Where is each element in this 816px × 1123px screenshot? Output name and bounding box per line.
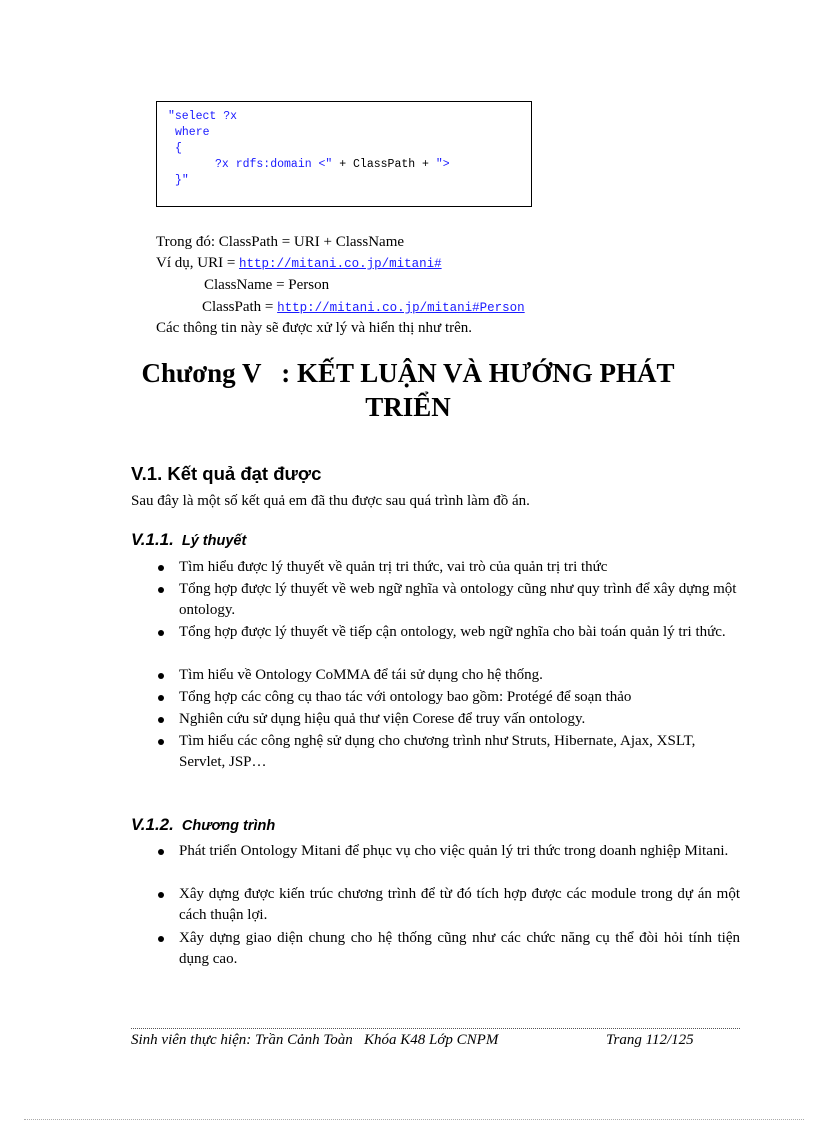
code-line-3: { — [175, 142, 182, 155]
subsection-2-heading — [131, 815, 275, 835]
footer-rule — [131, 1028, 740, 1029]
chapter-title-line-1: Chương V : KẾT LUẬN VÀ HƯỚNG PHÁT — [141, 358, 675, 388]
list-item: Tổng hợp các công cụ thao tác với ontology bao gồm: Protégé để soạn thảo — [179, 689, 632, 705]
section-intro: Sau đây là một số kết quả em đã thu được sau quá trình làm đồ án. — [131, 493, 530, 509]
bullet-icon — [158, 565, 164, 571]
section-title: V.1. Kết quả đạt được — [131, 463, 322, 484]
bullet-icon — [158, 936, 164, 942]
subsection-1-heading — [131, 530, 246, 550]
list-item: Tìm hiểu được lý thuyết về quản trị tri thức, vai trò của quản trị tri thức — [179, 559, 608, 575]
code-line-4 — [215, 158, 450, 172]
code-line-4-post: "> — [435, 158, 450, 171]
intro-line-1: Trong đó: ClassPath = URI + ClassName — [156, 234, 405, 250]
code-box — [156, 101, 532, 207]
code-line-5: }" — [175, 174, 189, 187]
intro-classpath-label: ClassPath = — [202, 299, 278, 315]
subsection-2-number: V.1.2. — [131, 815, 174, 834]
classpath-link[interactable]: http://mitani.co.jp/mitani#Person — [277, 301, 525, 315]
bullet-icon — [158, 673, 164, 679]
intro-line-3: ClassName = Person — [204, 277, 330, 293]
intro-line-5: Các thông tin này sẽ được xử lý và hiển thị như trên. — [156, 320, 473, 336]
list-item: Nghiên cứu sử dụng hiệu quả thư viện Corese để truy vấn ontology. — [179, 711, 586, 727]
uri-link[interactable]: http://mitani.co.jp/mitani# — [239, 257, 442, 271]
list-item: Tổng hợp được lý thuyết về web ngữ nghĩa và ontology cũng như quy trình để xây dựng một ontology. — [179, 581, 737, 618]
code-line-2: where — [175, 126, 210, 139]
code-line-4-pre: ?x rdfs:domain <" — [215, 158, 333, 171]
subsection-1-number: V.1.1. — [131, 530, 174, 549]
intro-uri-label: Ví dụ, URI = — [156, 255, 240, 271]
list-item: Phát triển Ontology Mitani để phục vụ cho việc quản lý tri thức trong doanh nghiệp Mitani. — [179, 843, 729, 859]
bullet-icon — [158, 849, 164, 855]
footer-page-number: Trang 112/125 — [606, 1032, 694, 1048]
code-line-4-mid: + ClassPath + — [332, 158, 436, 171]
list-item: Xây dựng giao diện chung cho hệ thống cũng như các chức năng cụ thể đòi hỏi tính tiện dụng cao. — [179, 930, 740, 967]
list-item: Xây dựng được kiến trúc chương trình để từ đó tích hợp được các module trong dự án một cách thuận lợi. — [179, 886, 740, 923]
bullet-icon — [158, 892, 164, 898]
bullet-icon — [158, 739, 164, 745]
intro-line-2 — [156, 253, 442, 274]
bullet-icon — [158, 695, 164, 701]
list-item: Tổng hợp được lý thuyết về tiếp cận ontology, web ngữ nghĩa cho bài toán quản lý tri thức. — [179, 624, 726, 640]
page-bottom-edge — [24, 1119, 804, 1120]
bullet-icon — [158, 587, 164, 593]
subsection-1-title: Lý thuyết — [181, 533, 247, 549]
subsection-2-title: Chương trình — [181, 818, 276, 834]
bullet-icon — [158, 717, 164, 723]
chapter-title-line-2: TRIỂN — [365, 392, 451, 422]
bullet-icon — [158, 630, 164, 636]
footer-author: Sinh viên thực hiện: Trần Cảnh Toàn Khóa K48 Lớp CNPM — [131, 1032, 499, 1048]
intro-line-4 — [202, 297, 525, 318]
list-item: Tìm hiểu các công nghệ sử dụng cho chương trình như Struts, Hibernate, Ajax, XSLT, Servlet, JSP… — [179, 733, 696, 770]
list-item: Tìm hiểu về Ontology CoMMA để tái sử dụng cho hệ thống. — [179, 667, 543, 683]
code-line-1: "select ?x — [168, 110, 238, 123]
